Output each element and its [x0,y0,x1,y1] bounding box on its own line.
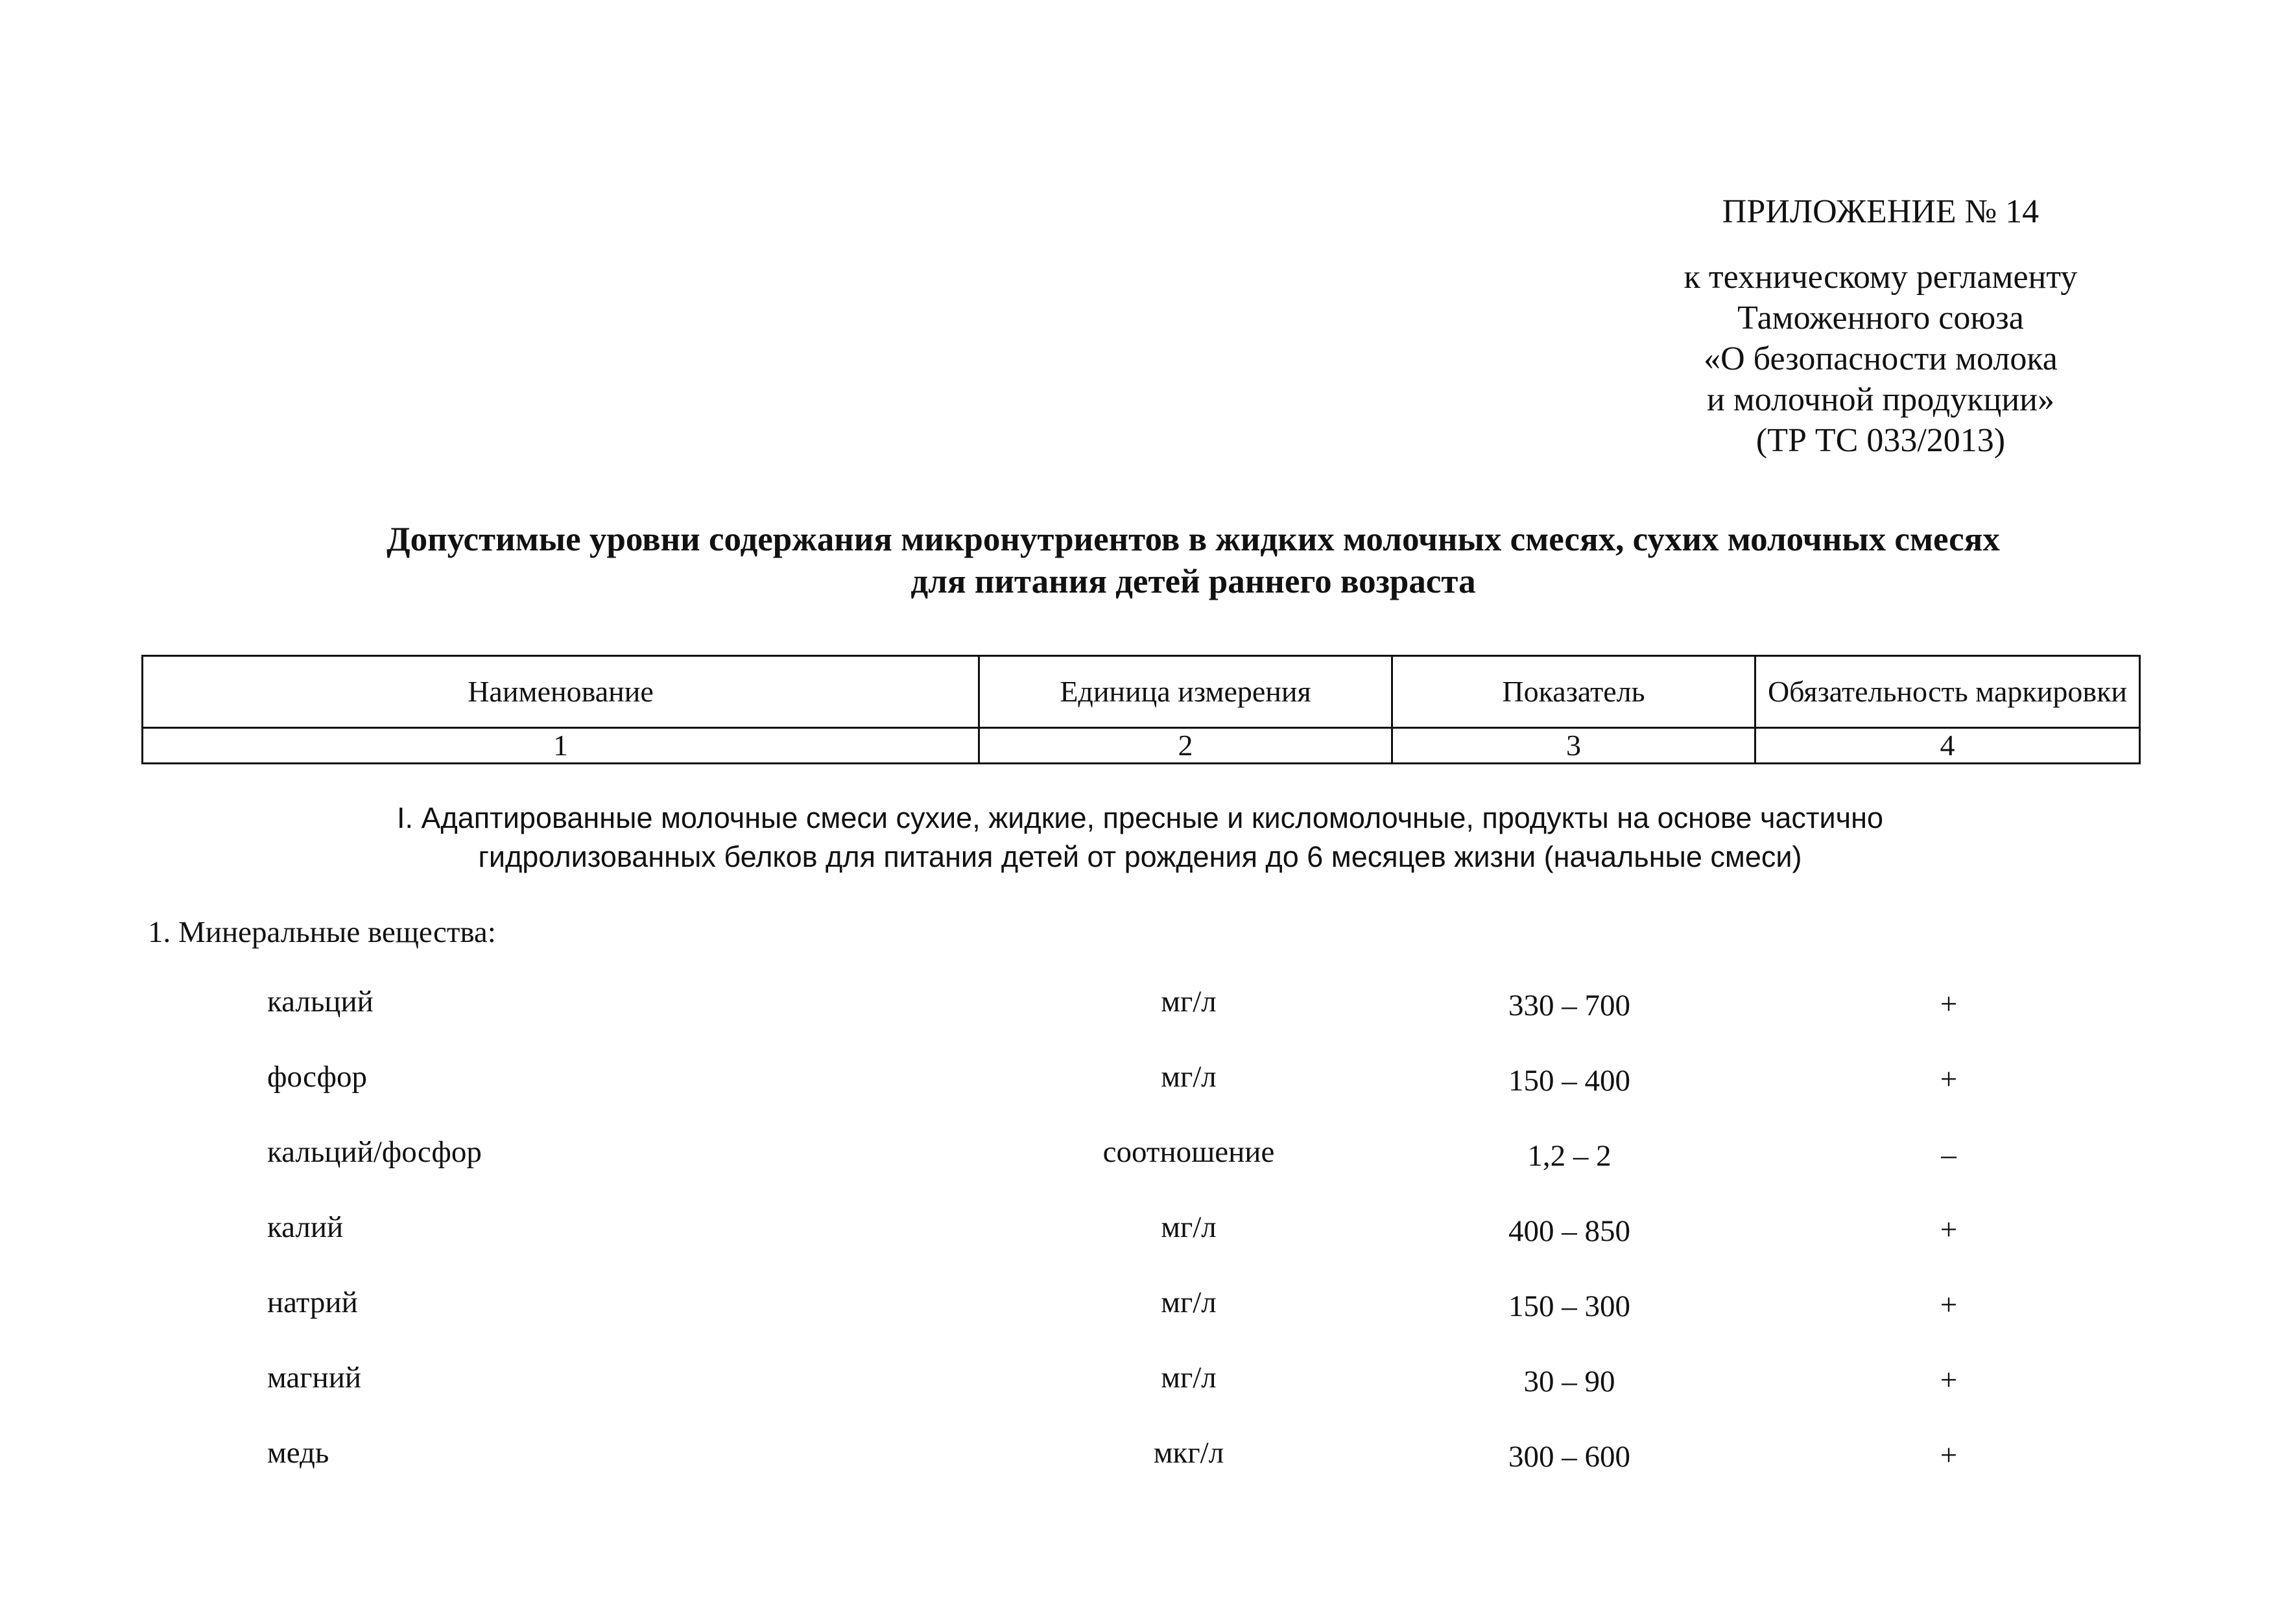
section-title-line: гидролизованных белков для питания детей от рождения до 6 месяцев жизни (начальные смеси) [478,840,1802,873]
marking-required: + [1940,1213,1958,1247]
table-row [0,1433,2284,1509]
marking-required: + [1940,1439,1958,1472]
nutrient-value: 1,2 – 2 [1527,1139,1612,1173]
subsection-title: 1. Минеральные вещества: [148,915,496,949]
document-heading [97,519,2284,603]
nutrient-value: 30 – 90 [1523,1365,1615,1398]
nutrient-name: магний [267,1361,362,1395]
marking-required: + [1940,1363,1958,1397]
table-row [0,1057,2284,1133]
column-number: 1 [143,728,979,764]
appendix-title: ПРИЛОЖЕНИЕ № 14 [1722,193,2040,230]
table-row [0,1208,2284,1283]
nutrient-name: фосфор [267,1060,368,1094]
document-heading-line: для питания детей раннего возраста [910,563,1476,600]
column-header-marking: Обязательность маркировки [1755,656,2140,728]
column-number: 4 [1755,728,2140,764]
nutrient-value: 400 – 850 [1508,1214,1630,1248]
nutrient-name: медь [267,1436,329,1470]
appendix-line: (ТР ТС 033/2013) [1755,422,2006,459]
column-number: 3 [1392,728,1755,764]
nutrient-value: 330 – 700 [1508,989,1630,1022]
nutrient-unit: мг/л [1161,1060,1217,1094]
nutrient-name: кальций/фосфор [267,1135,482,1169]
marking-required: + [1940,1288,1958,1322]
marking-required: + [1940,1063,1958,1096]
column-header-row [143,656,2140,728]
section-title-line: I. Адаптированные молочные смеси сухие, жидкие, пресные и кисломолочные, продукты на основе частично [397,801,1883,834]
nutrient-value: 150 – 400 [1508,1064,1630,1098]
appendix-block [1556,191,2205,461]
nutrient-list [0,982,2284,1509]
column-header-table [141,655,2141,764]
nutrient-unit: соотношение [1102,1135,1275,1169]
nutrient-name: кальций [267,985,374,1018]
column-number: 2 [979,728,1392,764]
column-header-name: Наименование [143,656,979,728]
table-row [0,1358,2284,1433]
column-number-row [143,728,2140,764]
nutrient-unit: мг/л [1161,1210,1217,1244]
section-title [141,799,2139,877]
nutrient-value: 150 – 300 [1508,1289,1630,1323]
appendix-line: «О безопасности молока [1704,340,2058,377]
nutrient-unit: мг/л [1161,1361,1217,1395]
column-header-unit: Единица измерения [979,656,1392,728]
nutrient-name: натрий [267,1286,358,1319]
table-row [0,982,2284,1057]
nutrient-unit: мг/л [1161,1286,1217,1319]
appendix-line: Таможенного союза [1737,300,2024,336]
nutrient-unit: мг/л [1161,985,1217,1018]
appendix-line: и молочной продукции» [1707,381,2054,418]
marking-required: – [1941,1138,1957,1171]
nutrient-unit: мкг/л [1153,1436,1224,1470]
nutrient-name: калий [267,1210,344,1244]
document-heading-line: Допустимые уровни содержания микронутриентов в жидких молочных смесях, сухих молочных смесях [387,521,2000,558]
table-row [0,1133,2284,1208]
column-header-value: Показатель [1392,656,1755,728]
appendix-line: к техническому регламенту [1683,259,2078,296]
marking-required: + [1940,987,1958,1021]
table-row [0,1283,2284,1358]
nutrient-value: 300 – 600 [1508,1440,1630,1474]
